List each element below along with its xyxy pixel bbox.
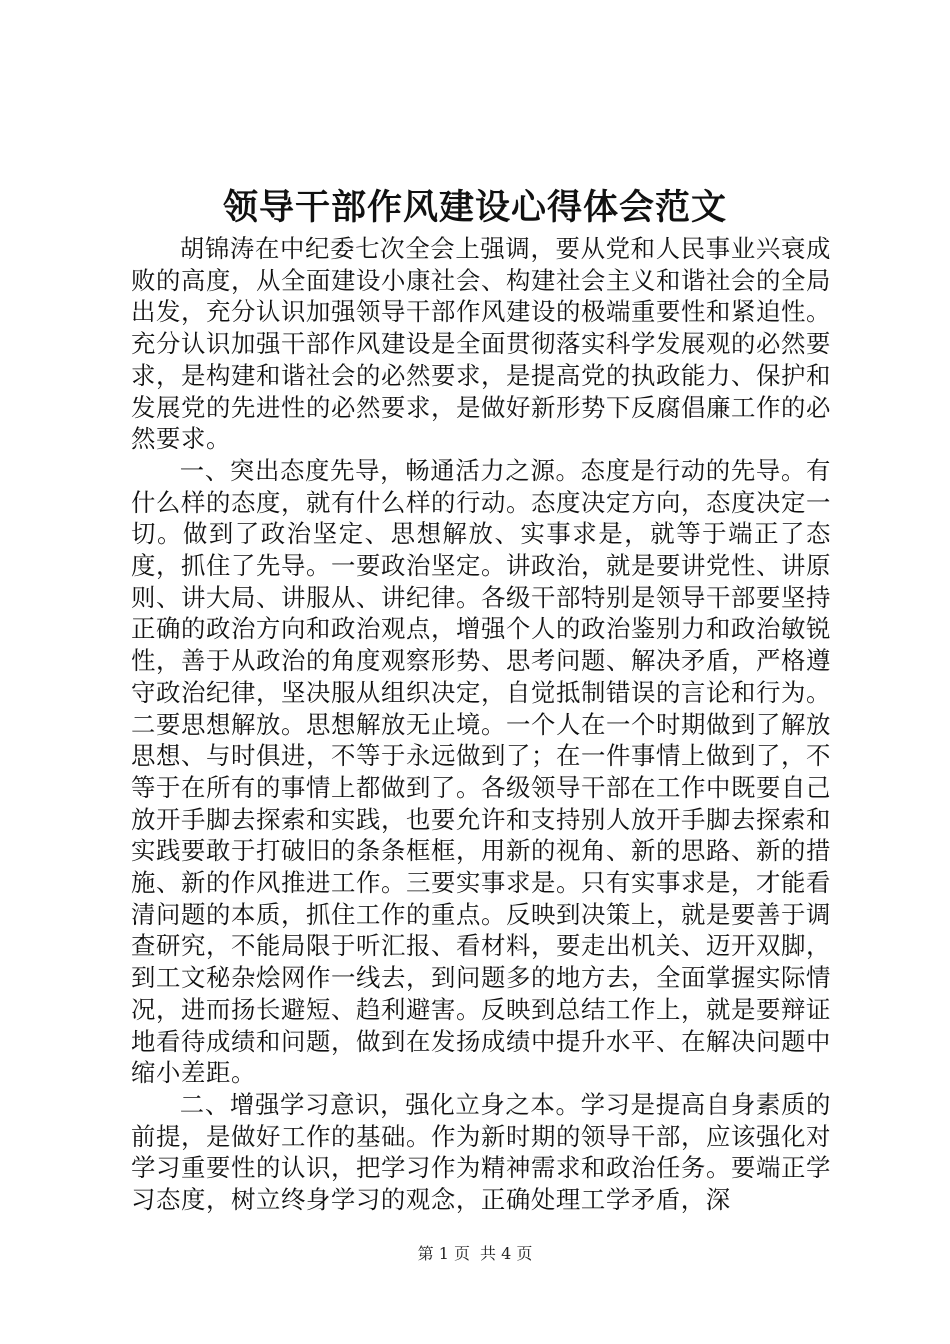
- page-number: 第 1 页: [417, 1244, 470, 1263]
- paragraph-intro: 胡锦涛在中纪委七次全会上强调，要从党和人民事业兴衰成败的高度，从全面建设小康社会、构建社会主义和谐社会的全局出发，充分认识加强领导干部作风建设的极端重要性和紧迫性。充分认识加强干部作风建设是全面贯彻落实科学发展观的必然要求，是构建和谐社会的必然要求，是提高党的执政能力、保护和发展党的先进性的必然要求，是做好新形势下反腐倡廉工作的必然要求。: [131, 234, 831, 454]
- paragraph-section-one: 一、突出态度先导，畅通活力之源。态度是行动的先导。有什么样的态度，就有什么样的行动。态度决定方向，态度决定一切。做到了政治坚定、思想解放、实事求是，就等于端正了态度，抓住了先导。一要政治坚定。讲政治，就是要讲党性、讲原则、讲大局、讲服从、讲纪律。各级干部特别是领导干部要坚持正确的政治方向和政治观点，增强个人的政治鉴别力和政治敏锐性，善于从政治的角度观察形势、思考问题、解决矛盾，严格遵守政治纪律，坚决服从组织决定，自觉抵制错误的言论和行为。二要思想解放。思想解放无止境。一个人在一个时期做到了解放思想、与时俱进，不等于永远做到了；在一件事情上做到了，不等于在所有的事情上都做到了。各级领导干部在工作中既要自己放开手脚去探索和实践，也要允许和支持别人放开手脚去探索和实践要敢于打破旧的条条框框，用新的视角、新的思路、新的措施、新的作风推进工作。三要实事求是。只有实事求是，才能看清问题的本质，抓住工作的重点。反映到决策上，就是要善于调查研究，不能局限于听汇报、看材料，要走出机关、迈开双脚，到工文秘杂烩网作一线去，到问题多的地方去，全面掌握实际情况，进而扬长避短、趋利避害。反映到总结工作上，就是要辩证地看待成绩和问题，做到在发扬成绩中提升水平、在解决问题中缩小差距。: [131, 455, 831, 1088]
- paragraph-section-two: 二、增强学习意识，强化立身之本。学习是提高自身素质的前提，是做好工作的基础。作为新时期的领导干部，应该强化对学习重要性的认识，把学习作为精神需求和政治任务。要端正学习态度，树立终身学习的观念，正确处理工学矛盾，深: [131, 1089, 831, 1215]
- page-total: 共 4 页: [480, 1244, 533, 1263]
- page-footer: [0, 1243, 950, 1265]
- document-body: [131, 233, 831, 1216]
- document-title: 领导干部作风建设心得体会范文: [222, 187, 727, 228]
